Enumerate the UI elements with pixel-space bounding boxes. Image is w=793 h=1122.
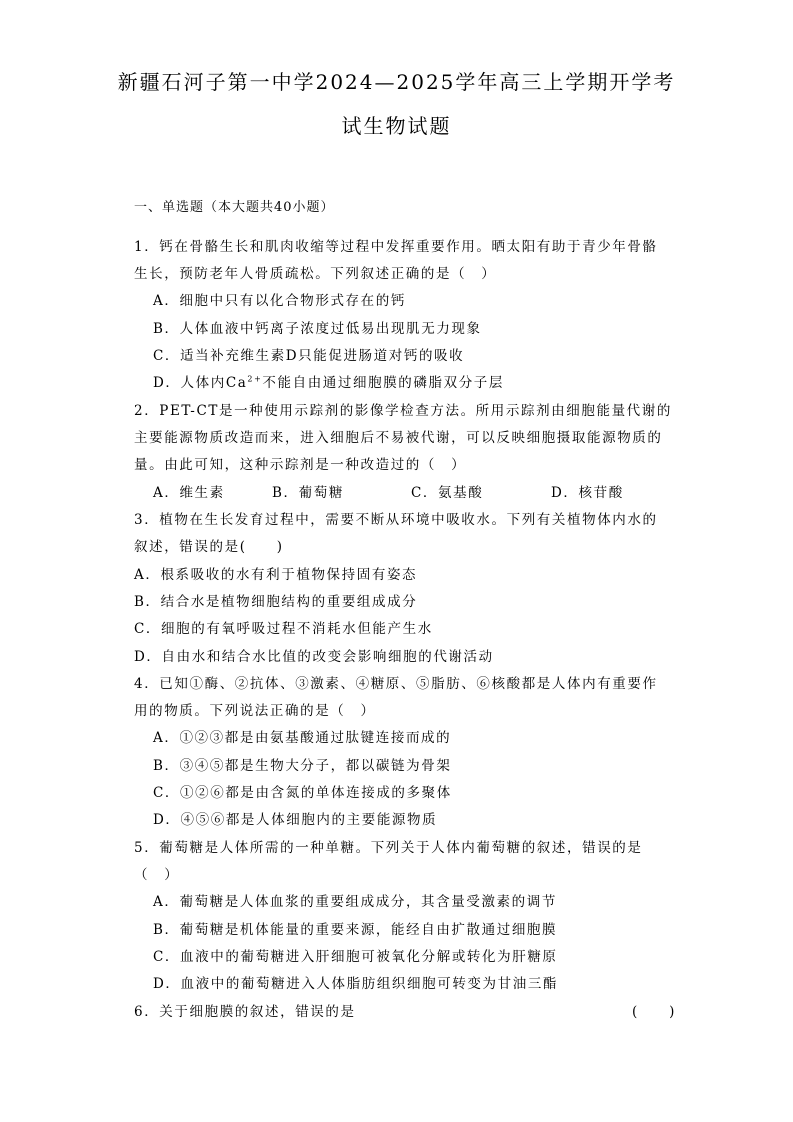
q1-option-c: C．适当补充维生素D只能促进肠道对钙的吸收 (153, 348, 465, 364)
q1-option-d (153, 374, 504, 392)
q4-option-b: B．③④⑤都是生物大分子，都以碳链为骨架 (153, 758, 452, 774)
q6-stem-line-1: 6．关于细胞膜的叙述，错误的是 (134, 1004, 356, 1020)
document-title-line-2: 试生物试题 (341, 114, 452, 138)
q3-option-d: D．自由水和结合水比值的改变会影响细胞的代谢活动 (134, 649, 494, 665)
q1-option-d-superscript: 2+ (247, 374, 263, 384)
q2-option-a: A．维生素 (153, 485, 225, 501)
q2-option-d: D．核苷酸 (551, 485, 624, 501)
q2-stem-line-3: 量。由此可知，这种示踪剂是一种改造过的（ ） (134, 457, 467, 473)
q6-answer-paren: ( ) (632, 1004, 676, 1020)
q3-option-c: C．细胞的有氧呼吸过程不消耗水但能产生水 (134, 621, 433, 637)
q1-option-b: B．人体血液中钙离子浓度过低易出现肌无力现象 (153, 321, 482, 337)
q5-option-c: C．血液中的葡萄糖进入肝细胞可被氧化分解或转化为肝糖原 (153, 949, 558, 965)
q1-option-d-prefix: D．人体内Ca (153, 375, 248, 391)
q4-option-c: C．①②⑥都是由含氮的单体连接成的多聚体 (153, 785, 452, 801)
q4-stem-line-2: 用的物质。下列说法正确的是（ ） (134, 703, 376, 719)
q5-stem-line-1: 5．葡萄糖是人体所需的一种单糖。下列关于人体内葡萄糖的叙述，错误的是 (134, 840, 643, 856)
q4-option-a: A．①②③都是由氨基酸通过肽键连接而成的 (153, 730, 452, 746)
q4-stem-line-1: 4．已知①酶、②抗体、③激素、④糖原、⑤脂肪、⑥核酸都是人体内有重要作 (134, 676, 658, 692)
section-heading: 一、单选题（本大题共40小题） (134, 200, 335, 215)
q3-option-a: A．根系吸收的水有利于植物保持固有姿态 (134, 567, 418, 583)
q2-stem-line-1: 2．PET-CT是一种使用示踪剂的影像学检查方法。所用示踪剂由细胞能量代谢的 (134, 403, 672, 419)
q1-stem-line-1: 1．钙在骨骼生长和肌肉收缩等过程中发挥重要作用。晒太阳有助于青少年骨骼 (134, 239, 658, 255)
q3-option-b: B．结合水是植物细胞结构的重要组成成分 (134, 594, 418, 610)
q2-stem-line-2: 主要能源物质改造而来，进入细胞后不易被代谢，可以反映细胞摄取能源物质的 (134, 430, 663, 446)
q1-option-d-suffix: 不能自由通过细胞膜的磷脂双分子层 (262, 375, 505, 391)
q3-stem-line-2: 叙述，错误的是( ) (134, 539, 284, 555)
q2-option-c: C．氨基酸 (411, 485, 484, 501)
q2-option-b: B．葡萄糖 (272, 485, 344, 501)
q1-option-a: A．细胞中只有以化合物形式存在的钙 (153, 293, 406, 309)
q5-option-d: D．血液中的葡萄糖进入人体脂肪组织细胞可转变为甘油三酯 (153, 976, 559, 992)
q5-option-a: A．葡萄糖是人体血浆的重要组成成分，其含量受激素的调节 (153, 894, 557, 910)
q4-option-d: D．④⑤⑥都是人体细胞内的主要能源物质 (153, 812, 438, 828)
q5-option-b: B．葡萄糖是机体能量的重要来源，能经自由扩散通过细胞膜 (153, 922, 558, 938)
q3-stem-line-1: 3．植物在生长发育过程中，需要不断从环境中吸收水。下列有关植物体内水的 (134, 512, 658, 528)
q5-stem-line-2: （ ） (134, 867, 180, 883)
document-title-line-1: 新疆石河子第一中学2024—2025学年高三上学期开学考 (117, 70, 676, 94)
q1-stem-line-2: 生长，预防老年人骨质疏松。下列叙述正确的是（ ） (134, 266, 497, 282)
